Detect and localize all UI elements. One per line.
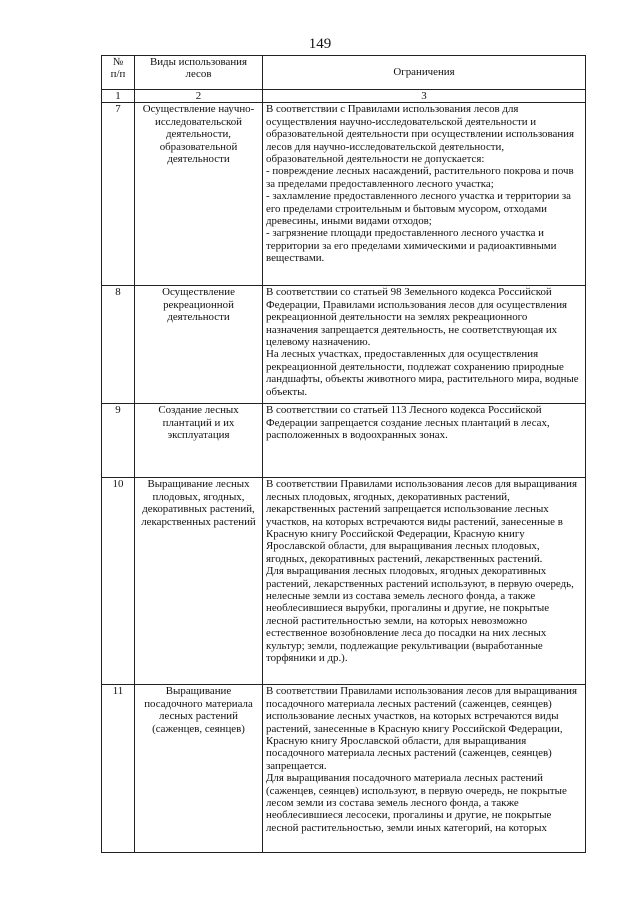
table-row bbox=[102, 286, 586, 404]
column-index-3: 3 bbox=[263, 90, 586, 103]
table-header-row bbox=[102, 56, 586, 90]
row-number: 7 bbox=[102, 103, 135, 286]
page-number: 149 bbox=[308, 36, 332, 52]
header-number: № п/п bbox=[102, 56, 135, 90]
row-number: 9 bbox=[102, 404, 135, 478]
usage-type: Выращивание лесных плодовых, ягодных, декоративных растений, лекарственных растений bbox=[135, 478, 263, 685]
restriction-text: В соответствии с Правилами использования лесов для осуществления научно-исследовательской деятельности и образовательной деятельности при осуществлении использования лесов для научно-исследовательской деятельности, образовательной деятельности не допускается: - повреждение лесных насаждений, растительного покрова и почв за пределами предоставленного лесного участка; - захламление предоставленного лесного участка и территории за его пределами строительным и бытовым мусором, отходами древесины, иными видами отходов; - загрязнение площади предоставленного лесного участка и территории за его пределами химическими и радиоактивными веществами. bbox=[263, 103, 586, 286]
restriction-text: В соответствии со статьей 113 Лесного кодекса Российской Федерации запрещается создание лесных плантаций в лесах, расположенных в водоохранных зонах. bbox=[263, 404, 586, 478]
table-row bbox=[102, 404, 586, 478]
header-usage-type: Виды использования лесов bbox=[135, 56, 263, 90]
column-index-2: 2 bbox=[135, 90, 263, 103]
restriction-text: В соответствии Правилами использования лесов для выращивания посадочного материала лесных растений (саженцев, сеянцев) использование лесных участков, на которых встречаются виды растений, занесенные в Красную книгу Российской Федерации, Красную книгу Ярославской области, для выращивания посадочного материала лесных растений (саженцев, сеянцев) запрещается. Для выращивания посадочного материала лесных растений (саженцев, сеянцев) используют, в первую очередь, не покрытые лесом земли из состава земель лесного фонда, а также необлесившиеся лесосеки, прогалины и другие, не покрытые лесной растительностью, земли иных категорий, на которых bbox=[263, 685, 586, 853]
row-number: 11 bbox=[102, 685, 135, 853]
usage-type: Осуществление научно-исследовательской деятельности, образовательной деятельности bbox=[135, 103, 263, 286]
usage-type: Осуществление рекреационной деятельности bbox=[135, 286, 263, 404]
table-row bbox=[102, 478, 586, 685]
table-row bbox=[102, 685, 586, 853]
row-number: 10 bbox=[102, 478, 135, 685]
restriction-text: В соответствии со статьей 98 Земельного кодекса Российской Федерации, Правилами использования лесов для осуществления рекреационной деятельности на землях рекреационного назначения запрещается деятельность, не соответствующая их целевому назначению. На лесных участках, предоставленных для осуществления рекреационной деятельности, подлежат сохранению природные ландшафты, объекты животного мира, растительного мира, водные объекты. bbox=[263, 286, 586, 404]
usage-type: Выращивание посадочного материала лесных растений (саженцев, сеянцев) bbox=[135, 685, 263, 853]
table-row bbox=[102, 103, 586, 286]
column-index-1: 1 bbox=[102, 90, 135, 103]
row-number: 8 bbox=[102, 286, 135, 404]
usage-type: Создание лесных плантаций и их эксплуатация bbox=[135, 404, 263, 478]
header-restrictions: Ограничения bbox=[263, 56, 586, 90]
restriction-text: В соответствии Правилами использования лесов для выращивания лесных плодовых, ягодных, декоративных растений, лекарственных растений запрещается использование лесных участков, на которых встречаются виды растений, занесенные в Красную книгу Российской Федерации, Красную книгу Ярославской области, для выращивания лесных плодовых, ягодных, декоративных растений, лекарственных растений. Для выращивания лесных плодовых, ягодных декоративных растений, лекарственных растений используют, в первую очередь, нелесные земли из состава земель лесного фонда, а также необлесившиеся вырубки, прогалины и другие, не покрытые лесной растительностью земли, на которых невозможно естественное возобновление леса до посадки на них лесных культур; земли, подлежащие рекультивации (выработанные торфяники и др.). bbox=[263, 478, 586, 685]
column-index-row bbox=[102, 90, 586, 103]
restrictions-table bbox=[101, 55, 586, 853]
